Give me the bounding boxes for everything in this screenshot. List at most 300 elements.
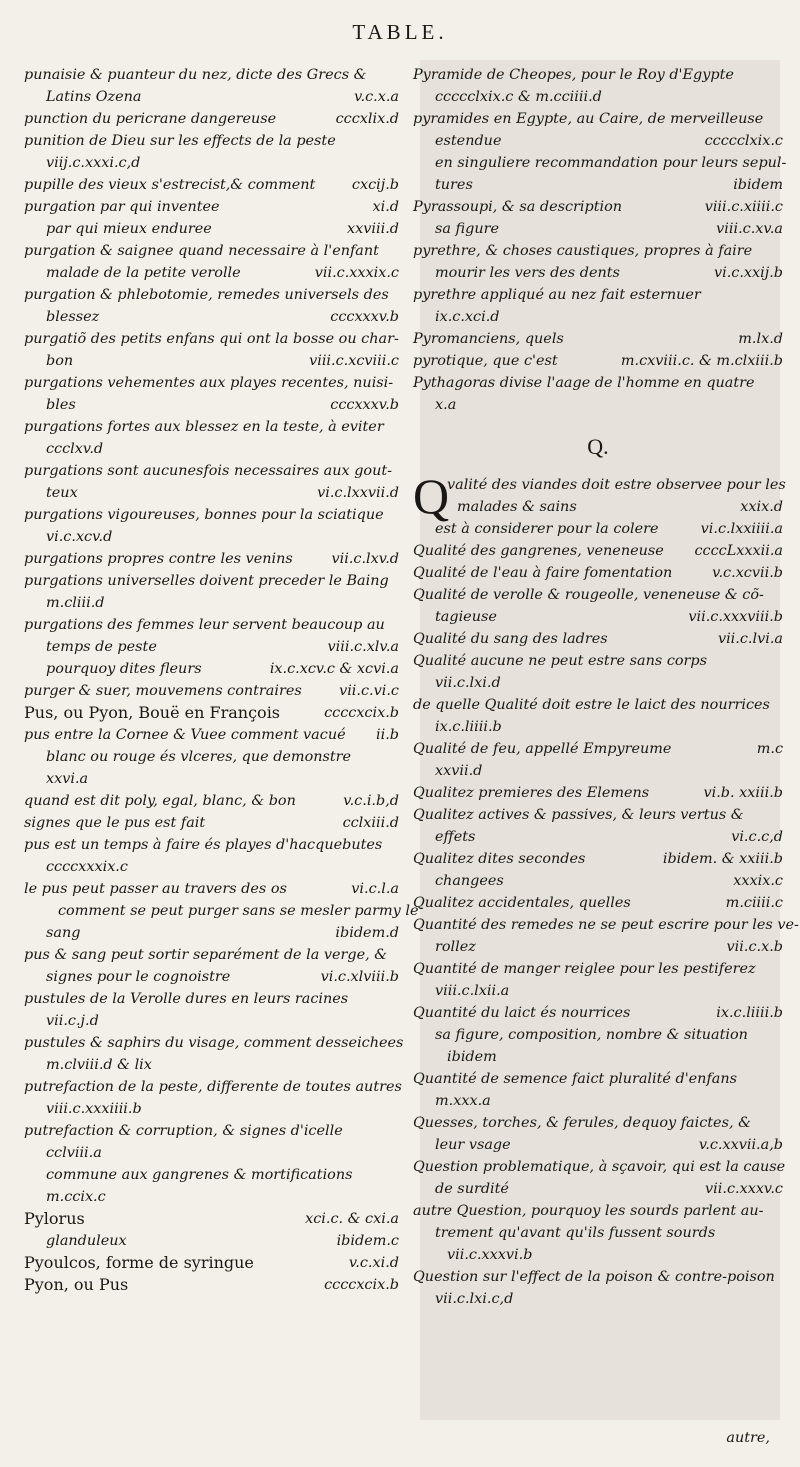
entry-text: Qualité de l'eau à faire fomentation <box>413 565 673 581</box>
entry-line <box>413 584 783 606</box>
entry-text: Qualité de verolle & rougeolle, veneneuse & cõ- <box>413 587 764 603</box>
entry-text: sa figure <box>435 221 500 237</box>
index-entry <box>413 804 783 848</box>
entry-line <box>24 1098 399 1120</box>
entry-text: est à considerer pour la colere <box>435 521 659 537</box>
entry-reference: ibidem.d <box>335 925 399 941</box>
index-entry <box>24 658 399 680</box>
entry-text: leur vsage <box>435 1137 511 1153</box>
entry-reference: ibidem. & xxiii.b <box>662 851 783 867</box>
entry-reference: xci.c. & cxi.a <box>305 1211 399 1227</box>
entry-line <box>413 716 783 738</box>
entry-line <box>24 1010 399 1032</box>
entry-line <box>413 1288 783 1310</box>
index-entry <box>24 1120 399 1164</box>
index-entry <box>24 372 399 416</box>
entry-reference: cccxxxv.b <box>330 309 399 325</box>
entry-line <box>24 1186 399 1208</box>
entry-text: m.xxx.a <box>435 1093 491 1109</box>
entry-line <box>24 746 399 768</box>
entry-reference: vii.c.xxxv.c <box>705 1181 783 1197</box>
entry-text: vii.c.lxi.c,d <box>435 1291 514 1307</box>
entry-line <box>24 108 399 130</box>
entry-line <box>24 1274 399 1296</box>
entry-line <box>24 878 399 900</box>
entry-line <box>24 196 399 218</box>
entry-line <box>413 1046 783 1068</box>
entry-reference: vii.c.lxv.d <box>331 551 399 567</box>
entry-reference: ibidem.c <box>336 1233 399 1249</box>
index-entry <box>413 584 783 628</box>
index-entry <box>24 460 399 504</box>
entry-text: purgations propres contre les venins <box>24 551 293 567</box>
entry-text: bles <box>46 397 76 413</box>
entry-line <box>24 1120 399 1142</box>
right-column-q-entries <box>413 518 799 1310</box>
entry-reference: ii.b <box>376 727 399 743</box>
drop-cap-letter: Q <box>413 468 450 524</box>
entry-line <box>24 416 399 438</box>
index-entry <box>24 1274 399 1296</box>
entry-text: Qualitez accidentales, quelles <box>413 895 631 911</box>
entry-reference: xxix.d <box>740 499 783 515</box>
entry-reference: vi.c.xlviii.b <box>320 969 399 985</box>
entry-reference: vii.c.xxxix.c <box>314 265 399 281</box>
entry-line <box>24 1054 399 1076</box>
entry-text: Pylorus <box>24 1209 85 1228</box>
entry-line <box>413 870 783 892</box>
entry-reference: cxcij.b <box>351 177 399 193</box>
entry-reference: vi.c.lxxiiii.a <box>700 521 783 537</box>
entry-text: purgations vigoureuses, bonnes pour la sciatique <box>24 507 384 523</box>
index-entry <box>413 196 783 218</box>
index-entry <box>413 1112 783 1156</box>
entry-line <box>24 1032 404 1054</box>
index-entry <box>24 614 399 658</box>
entry-line <box>24 350 399 372</box>
entry-line <box>24 460 399 482</box>
entry-line <box>24 702 399 724</box>
index-entry <box>24 1164 399 1208</box>
entry-line <box>413 284 783 306</box>
entry-line <box>24 130 399 152</box>
entry-text: Pyoulcos, forme de syringue <box>24 1253 254 1272</box>
entry-line <box>413 1090 783 1112</box>
entry-line <box>413 782 783 804</box>
entry-reference: viii.c.xlv.a <box>327 639 399 655</box>
entry-line <box>24 86 399 108</box>
entry-text: Pyon, ou Pus <box>24 1275 129 1294</box>
entry-reference: viii.c.xcviii.c <box>309 353 399 369</box>
entry-text: Latins Ozena <box>46 89 142 105</box>
entry-text: pustules de la Verolle dures en leurs racines <box>24 991 349 1007</box>
entry-text: pus est un temps à faire és playes d'hacquebutes <box>24 837 383 853</box>
entry-text: changees <box>435 873 504 889</box>
entry-text: ix.c.xci.d <box>435 309 500 325</box>
entry-text: x.a <box>435 397 457 413</box>
entry-text: Pyramide de Cheopes, pour le Roy d'Egypte <box>413 67 734 83</box>
index-entry <box>24 1032 404 1076</box>
entry-text: purgations sont aucunesfois necessaires aux gout- <box>24 463 392 479</box>
index-entry <box>24 130 399 174</box>
entry-line <box>413 936 783 958</box>
entry-text: Quantité du laict és nourrices <box>413 1005 631 1021</box>
entry-text: Qualité de feu, appellé Empyreume <box>413 741 672 757</box>
entry-text: Qualitez actives & passives, & leurs vertus & <box>413 807 744 823</box>
entry-reference: xxxix.c <box>733 873 783 889</box>
index-entry <box>24 900 419 944</box>
entry-text: vii.c.j.d <box>46 1013 99 1029</box>
entry-text: le pus peut passer au travers des os <box>24 881 287 897</box>
index-entry <box>24 108 399 130</box>
index-entry <box>413 328 783 350</box>
index-entry-dropcap <box>413 468 786 524</box>
index-entry <box>413 1156 786 1200</box>
entry-line <box>413 650 783 672</box>
catchword: autre, <box>726 1430 770 1446</box>
index-entry <box>24 1076 402 1120</box>
index-entry <box>24 1230 399 1252</box>
entry-line <box>413 1200 783 1222</box>
entry-text: pupille des vieux s'estrecist,& comment <box>24 177 316 193</box>
entry-text: malade de la petite verolle <box>46 265 241 281</box>
index-entry <box>413 958 783 1002</box>
entry-line <box>24 526 399 548</box>
entry-line <box>24 284 399 306</box>
entry-text: Qualitez dites secondes <box>413 851 586 867</box>
entry-text: par qui mieux enduree <box>46 221 212 237</box>
entry-text: xxvi.a <box>46 771 89 787</box>
index-entry <box>24 746 399 790</box>
index-entry <box>24 702 399 724</box>
entry-line <box>24 922 399 944</box>
entry-reference: ccccclxix.c <box>704 133 783 149</box>
entry-line <box>24 988 399 1010</box>
entry-line <box>24 328 399 350</box>
entry-line <box>24 438 399 460</box>
entry-line <box>413 1002 783 1024</box>
entry-text: en singuliere recommandation pour leurs sepul- <box>435 155 787 171</box>
index-entry <box>413 1002 783 1024</box>
entry-text: pyrethre appliqué au nez fait esternuer <box>413 287 701 303</box>
entry-text: signes pour le cognoistre <box>46 969 231 985</box>
index-entry <box>413 1068 783 1112</box>
index-entry <box>413 562 783 584</box>
entry-reference: xi.d <box>372 199 399 215</box>
entry-reference: ibidem <box>733 177 783 193</box>
entry-line <box>413 804 783 826</box>
entry-line <box>413 196 783 218</box>
right-column-p-entries <box>413 64 787 416</box>
entry-line <box>24 1142 399 1164</box>
entry-text: tures <box>435 177 473 193</box>
entry-text: cclviii.a <box>46 1145 102 1161</box>
entry-text: punition de Dieu sur les effects de la peste <box>24 133 336 149</box>
entry-line <box>413 760 783 782</box>
entry-text: Question sur l'effect de la poison & contre-poison <box>413 1269 775 1285</box>
entry-line <box>24 724 399 746</box>
entry-reference: v.c.xcvii.b <box>712 565 783 581</box>
index-entry <box>24 64 399 108</box>
entry-line <box>24 768 399 790</box>
entry-text: Quantité de semence faict pluralité d'enfans <box>413 1071 738 1087</box>
entry-text: xxvii.d <box>435 763 483 779</box>
entry-text: Quantité de manger reiglee pour les pestiferez <box>413 961 756 977</box>
entry-line <box>413 980 783 1002</box>
entry-text: Qualitez premieres des Elemens <box>413 785 650 801</box>
entry-text: Qualité du sang des ladres <box>413 631 608 647</box>
entry-text: blanc ou rouge és vlceres, que demonstre <box>46 749 352 765</box>
entry-text: blessez <box>46 309 100 325</box>
entry-text: purgation par qui inventee <box>24 199 220 215</box>
entry-text: ccccxxxix.c <box>46 859 128 875</box>
entry-line <box>413 826 783 848</box>
entry-line <box>24 1230 399 1252</box>
entry-line <box>24 900 419 922</box>
entry-line <box>413 1068 783 1090</box>
entry-text: Qualité aucune ne peut estre sans corps <box>413 653 708 669</box>
entry-text: purgation & phlebotomie, remedes universels des <box>24 287 389 303</box>
left-column <box>24 64 419 1296</box>
entry-line <box>413 152 787 174</box>
entry-text: pyramides en Egypte, au Caire, de merveilleuse <box>413 111 764 127</box>
index-entry <box>413 628 783 650</box>
entry-text: Qualité des gangrenes, veneneuse <box>413 543 664 559</box>
entry-reference: v.c.x.a <box>354 89 399 105</box>
entry-reference: viii.c.xv.a <box>716 221 783 237</box>
entry-line <box>413 1156 786 1178</box>
index-entry <box>413 240 783 284</box>
index-entry <box>24 174 399 196</box>
index-entry <box>24 548 399 570</box>
entry-text: pyrethre, & choses caustiques, propres à faire <box>413 243 753 259</box>
entry-text: commune aux gangrenes & mortifications <box>46 1167 353 1183</box>
entry-line <box>413 672 783 694</box>
entry-text: Question problematique, à sçavoir, qui est la cause <box>413 1159 786 1175</box>
index-entry <box>24 812 399 834</box>
entry-text: purger & suer, mouvemens contraires <box>24 683 302 699</box>
entry-text: putrefaction & corruption, & signes d'icelle <box>24 1123 343 1139</box>
entry-text: estendue <box>435 133 502 149</box>
entry-line <box>413 848 783 870</box>
entry-line <box>413 958 783 980</box>
entry-line <box>413 1244 783 1266</box>
entry-line <box>24 790 399 812</box>
entry-text: pyrotique, que c'est <box>413 353 558 369</box>
entry-text: sang <box>46 925 81 941</box>
index-entry <box>413 782 783 804</box>
entry-text: temps de peste <box>46 639 157 655</box>
entry-text: punction du pericrane dangereuse <box>24 111 277 127</box>
index-entry <box>413 848 783 870</box>
entry-text: viii.c.lxii.a <box>435 983 510 999</box>
index-entry <box>413 152 787 196</box>
entry-line <box>413 240 783 262</box>
entry-text: sa figure, composition, nombre & situation <box>435 1027 748 1043</box>
entry-text: teux <box>46 485 78 501</box>
entry-line <box>24 1164 399 1186</box>
entry-line <box>24 240 399 262</box>
entry-reference: cclxiii.d <box>342 815 399 831</box>
entry-line <box>24 504 399 526</box>
entry-line <box>24 482 399 504</box>
entry-line <box>24 1252 399 1274</box>
entry-line <box>413 372 783 394</box>
entry-text: ibidem <box>447 1049 497 1065</box>
entry-reference: vii.c.xxxviii.b <box>688 609 783 625</box>
entry-line <box>24 592 399 614</box>
running-head: TABLE. <box>352 20 448 44</box>
entry-line <box>24 570 399 592</box>
entry-line <box>24 834 399 856</box>
index-entry <box>24 1252 399 1274</box>
entry-text: de surdité <box>435 1181 509 1197</box>
entry-text: rollez <box>435 939 476 955</box>
entry-line <box>413 306 783 328</box>
entry-line <box>413 606 783 628</box>
entry-line <box>24 548 399 570</box>
index-entry <box>413 892 783 914</box>
entry-text: pustules & saphirs du visage, comment desseichees <box>24 1035 404 1051</box>
entry-line <box>413 518 783 540</box>
entry-line <box>413 562 783 584</box>
index-entry <box>24 834 399 878</box>
entry-line <box>24 944 399 966</box>
entry-line <box>413 394 783 416</box>
entry-line <box>413 108 783 130</box>
index-entry <box>413 694 783 738</box>
entry-line <box>24 856 399 878</box>
entry-reference: vii.c.x.b <box>726 939 783 955</box>
entry-reference: v.c.xi.d <box>348 1255 399 1271</box>
entry-reference: vi.c.xxij.b <box>713 265 783 281</box>
index-entry <box>24 218 399 240</box>
entry-text: purgatiõ des petits enfans qui ont la bosse ou char- <box>24 331 399 347</box>
entry-reference: ix.c.xcv.c & xcvi.a <box>269 661 399 677</box>
entry-reference: vi.c.c,d <box>731 829 783 845</box>
index-entry <box>413 1024 783 1068</box>
entry-text: Pythagoras divise l'aage de l'homme en quatre <box>413 375 755 391</box>
entry-text: Quantité des remedes ne se peut escrire pour les ve- <box>413 917 799 933</box>
entry-reference: ccccLxxxii.a <box>694 543 783 559</box>
index-entry <box>413 64 783 108</box>
entry-line <box>413 1266 783 1288</box>
entry-line <box>24 1076 402 1098</box>
index-entry <box>24 570 399 614</box>
entry-reference: ccccxcix.b <box>324 1277 399 1293</box>
entry-line <box>413 64 783 86</box>
entry-line <box>413 130 783 152</box>
entry-text: punaisie & puanteur du nez, dicte des Grecs & <box>24 67 367 83</box>
index-entry <box>413 218 783 240</box>
entry-line <box>413 262 783 284</box>
index-entry <box>24 284 399 328</box>
entry-line <box>413 174 783 196</box>
entry-text: vii.c.lxi.d <box>435 675 501 691</box>
index-entry <box>413 284 783 328</box>
entry-line <box>413 540 783 562</box>
entry-line <box>24 372 399 394</box>
index-entry <box>413 650 783 694</box>
entry-text: m.ccix.c <box>46 1189 106 1205</box>
entry-line <box>413 914 799 936</box>
entry-line <box>413 1112 783 1134</box>
entry-line <box>24 1208 399 1230</box>
right-column <box>413 64 799 1310</box>
entry-line <box>413 1134 783 1156</box>
entry-line <box>413 86 783 108</box>
entry-text: trement qu'avant qu'ils fussent sourds <box>435 1225 716 1241</box>
entry-line <box>24 614 399 636</box>
entry-line <box>413 328 783 350</box>
index-entry <box>24 988 399 1032</box>
entry-text: putrefaction de la peste, differente de toutes autres <box>24 1079 402 1095</box>
entry-line <box>413 892 783 914</box>
entry-text: vii.c.xxxvi.b <box>447 1247 533 1263</box>
index-entry <box>24 328 399 372</box>
entry-text: pus entre la Cornee & Vuee comment vacué <box>24 727 346 743</box>
entry-text: purgations des femmes leur servent beaucoup au <box>24 617 385 633</box>
entry-text: de quelle Qualité doit estre le laict des nourrices <box>413 697 770 713</box>
entry-reference: vi.b. xxiii.b <box>703 785 783 801</box>
index-entry <box>413 540 783 562</box>
entry-text: Quesses, torches, & ferules, dequoy faictes, & <box>413 1115 751 1131</box>
entry-reference: vii.c.lvi.a <box>717 631 783 647</box>
entry-line <box>24 658 399 680</box>
entry-line <box>413 694 783 716</box>
entry-text: purgations fortes aux blessez en la teste, à eviter <box>24 419 384 435</box>
entry-text: Pus, ou Pyon, Bouë en François <box>24 703 281 722</box>
entry-line <box>24 262 399 284</box>
entry-reference: vi.c.l.a <box>351 881 399 897</box>
index-entry <box>24 504 399 548</box>
entry-reference: m.c <box>756 741 783 757</box>
entry-text: quand est dit poly, egal, blanc, & bon <box>24 793 296 809</box>
entry-text: purgations vehementes aux playes recentes, nuisi- <box>24 375 394 391</box>
entry-line <box>24 306 399 328</box>
entry-text: m.clviii.d & lix <box>46 1057 152 1073</box>
entry-text: Pyrassoupi, & sa description <box>413 199 623 215</box>
entry-line <box>413 474 786 496</box>
entry-line <box>24 680 399 702</box>
entry-text: bon <box>46 353 74 369</box>
entry-reference: cccxlix.d <box>335 111 399 127</box>
entry-text: vi.c.xcv.d <box>46 529 113 545</box>
entry-line <box>24 152 399 174</box>
entry-text: ccclxv.d <box>46 441 104 457</box>
entry-text: ix.c.liiii.b <box>435 719 502 735</box>
entry-reference: v.c.i.b,d <box>343 793 399 809</box>
entry-line <box>413 350 783 372</box>
index-entry <box>24 944 399 988</box>
index-entry <box>24 878 399 900</box>
entry-line <box>24 64 399 86</box>
entry-text: tagieuse <box>435 609 497 625</box>
index-entry <box>24 196 399 218</box>
entry-line <box>24 174 399 196</box>
entry-line <box>24 812 399 834</box>
entry-reference: m.ciiii.c <box>725 895 783 911</box>
index-entry <box>413 738 783 782</box>
entry-line <box>413 1178 783 1200</box>
entry-reference: ix.c.liiii.b <box>716 1005 783 1021</box>
entry-line <box>24 218 399 240</box>
entry-text: ccccclxix.c & m.cciiii.d <box>435 89 602 105</box>
entry-line <box>24 636 399 658</box>
entry-text: viij.c.xxxi.c,d <box>46 155 141 171</box>
entry-line <box>413 738 783 760</box>
entry-text: Pyromanciens, quels <box>413 331 564 347</box>
